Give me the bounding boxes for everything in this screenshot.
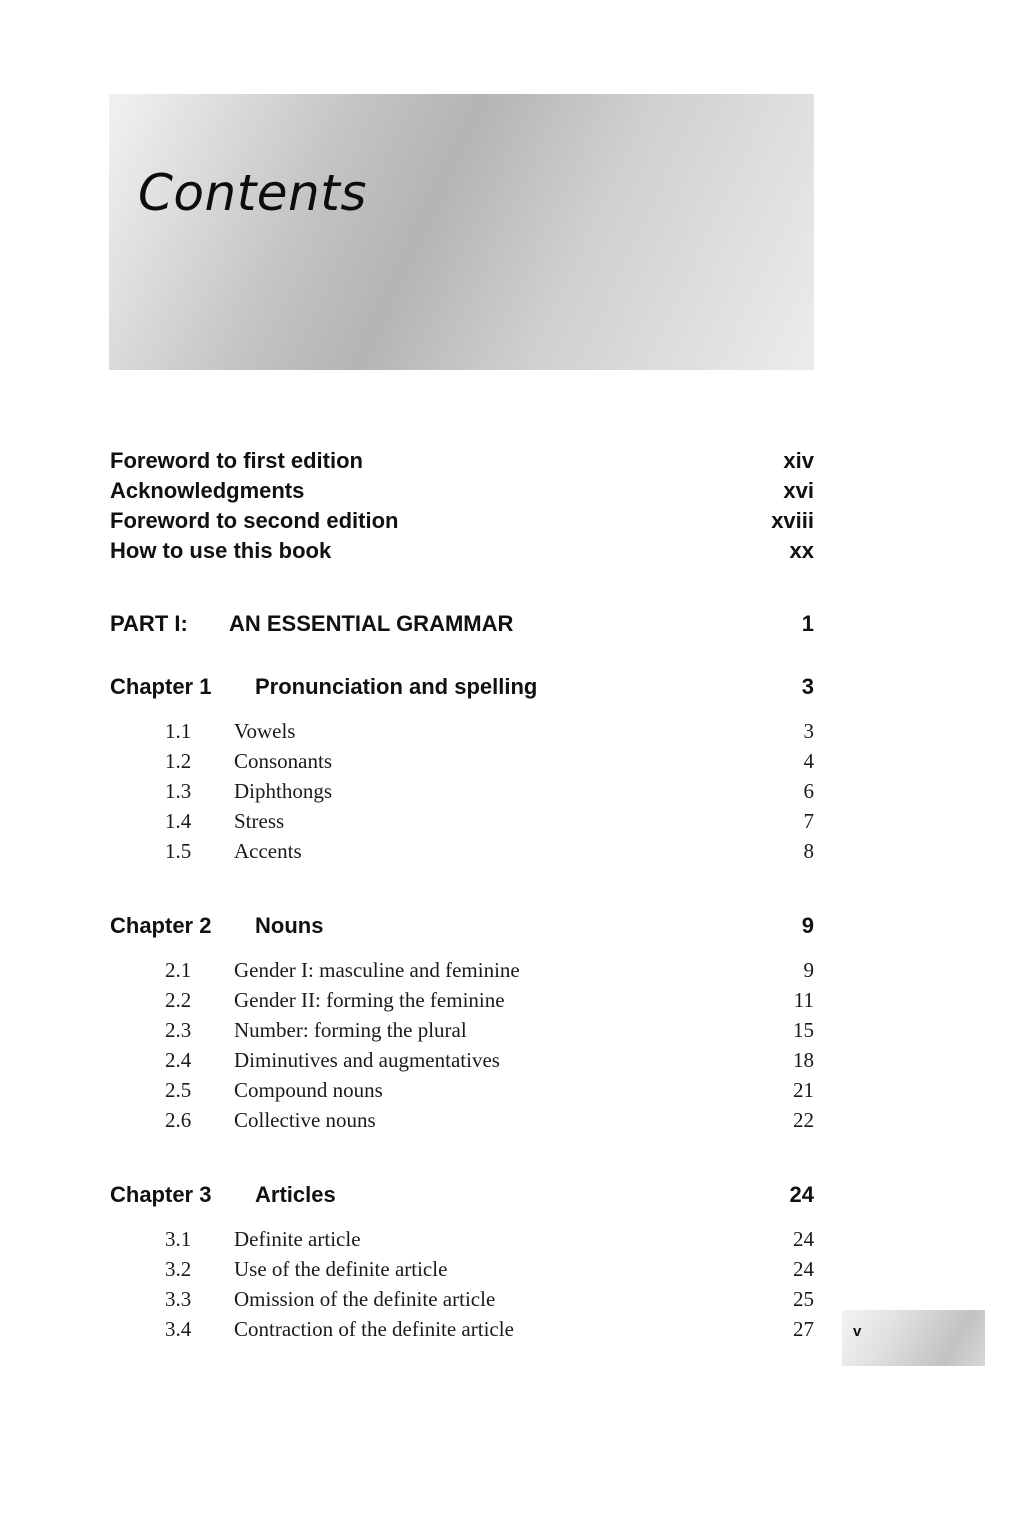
toc-chapter-heading[interactable] (110, 672, 814, 702)
section-page: 22 (793, 1108, 814, 1132)
section-number: 2.4 (165, 1048, 192, 1072)
toc-section-entry[interactable] (110, 1314, 814, 1344)
toc-front-entry[interactable] (110, 446, 814, 476)
section-title: Gender II: forming the feminine (234, 988, 505, 1012)
section-title: Gender I: masculine and feminine (234, 958, 520, 982)
section-page: 24 (793, 1257, 814, 1281)
section-title: Diminutives and augmentatives (234, 1048, 500, 1072)
toc-front-entry[interactable] (110, 476, 814, 506)
toc-front-entry[interactable] (110, 536, 814, 566)
toc-section-entry[interactable] (110, 1284, 814, 1314)
section-number: 2.6 (165, 1108, 192, 1132)
toc-entry-page: xx (789, 538, 814, 563)
section-title: Omission of the definite article (234, 1287, 496, 1311)
section-number: 2.2 (165, 988, 192, 1012)
section-page: 9 (803, 958, 814, 982)
chapter-page: 3 (801, 674, 814, 699)
section-number: 1.4 (165, 809, 192, 833)
toc-entry-label: Foreword to second edition (110, 508, 399, 533)
section-page: 18 (793, 1048, 814, 1072)
section-number: 1.1 (165, 719, 192, 743)
section-page: 24 (793, 1227, 814, 1251)
toc-section-entry[interactable] (110, 985, 814, 1015)
section-title: Compound nouns (234, 1078, 383, 1102)
chapter-page: 9 (801, 913, 814, 938)
part-label: PART I: (110, 611, 188, 636)
section-title: Contraction of the definite article (234, 1317, 514, 1341)
chapter-page: 24 (789, 1182, 814, 1207)
section-page: 25 (793, 1287, 814, 1311)
section-title: Definite article (234, 1227, 361, 1251)
chapter-label: Chapter 2 (110, 913, 212, 938)
toc-chapter-heading[interactable] (110, 911, 814, 941)
chapter-label: Chapter 1 (110, 674, 212, 699)
section-number: 3.3 (165, 1287, 192, 1311)
section-number: 3.4 (165, 1317, 192, 1341)
toc-section-entry[interactable] (110, 716, 814, 746)
chapter-title: Pronunciation and spelling (255, 674, 538, 699)
section-page: 4 (803, 749, 814, 773)
toc-section-entry[interactable] (110, 806, 814, 836)
toc-section-entry[interactable] (110, 955, 814, 985)
page-number-tab (842, 1310, 985, 1366)
page-number: v (853, 1323, 862, 1340)
toc-section-entry[interactable] (110, 1224, 814, 1254)
toc-section-entry[interactable] (110, 1015, 814, 1045)
toc-entry-label: Foreword to first edition (110, 448, 363, 473)
section-title: Use of the definite article (234, 1257, 448, 1281)
section-page: 27 (793, 1317, 814, 1341)
toc-section-entry[interactable] (110, 1045, 814, 1075)
toc-entry-label: Acknowledgments (110, 478, 305, 503)
toc-section-entry[interactable] (110, 1075, 814, 1105)
section-number: 1.3 (165, 779, 192, 803)
section-number: 1.5 (165, 839, 192, 863)
section-number: 1.2 (165, 749, 192, 773)
contents-header-panel (109, 94, 814, 370)
toc-section-entry[interactable] (110, 1105, 814, 1135)
toc-section-entry[interactable] (110, 746, 814, 776)
section-page: 6 (803, 779, 814, 803)
section-page: 7 (803, 809, 814, 833)
section-title: Consonants (234, 749, 333, 773)
chapter-title: Articles (255, 1182, 336, 1207)
section-page: 8 (803, 839, 814, 863)
section-page: 11 (793, 988, 814, 1012)
toc-part-heading[interactable] (110, 609, 814, 639)
chapter-label: Chapter 3 (110, 1182, 212, 1207)
section-title: Vowels (234, 719, 296, 743)
section-page: 15 (793, 1018, 814, 1042)
section-number: 2.1 (165, 958, 192, 982)
page-title: Contents (138, 164, 367, 222)
toc-section-entry[interactable] (110, 776, 814, 806)
toc-front-entry[interactable] (110, 506, 814, 536)
section-title: Stress (234, 809, 285, 833)
toc-entry-page: xvi (783, 478, 814, 503)
section-title: Collective nouns (234, 1108, 376, 1132)
section-title: Accents (234, 839, 302, 863)
part-page: 1 (801, 611, 814, 636)
section-title: Number: forming the plural (234, 1018, 467, 1042)
part-title: AN ESSENTIAL GRAMMAR (229, 611, 514, 636)
toc-entry-label: How to use this book (110, 538, 332, 563)
section-number: 2.3 (165, 1018, 192, 1042)
section-number: 3.2 (165, 1257, 192, 1281)
toc-section-entry[interactable] (110, 836, 814, 866)
toc-entry-page: xviii (771, 508, 814, 533)
section-page: 21 (793, 1078, 814, 1102)
section-title: Diphthongs (234, 779, 333, 803)
section-page: 3 (803, 719, 814, 743)
toc-entry-page: xiv (783, 448, 814, 473)
section-number: 3.1 (165, 1227, 192, 1251)
toc-chapter-heading[interactable] (110, 1180, 814, 1210)
chapter-title: Nouns (255, 913, 324, 938)
section-number: 2.5 (165, 1078, 192, 1102)
toc-section-entry[interactable] (110, 1254, 814, 1284)
